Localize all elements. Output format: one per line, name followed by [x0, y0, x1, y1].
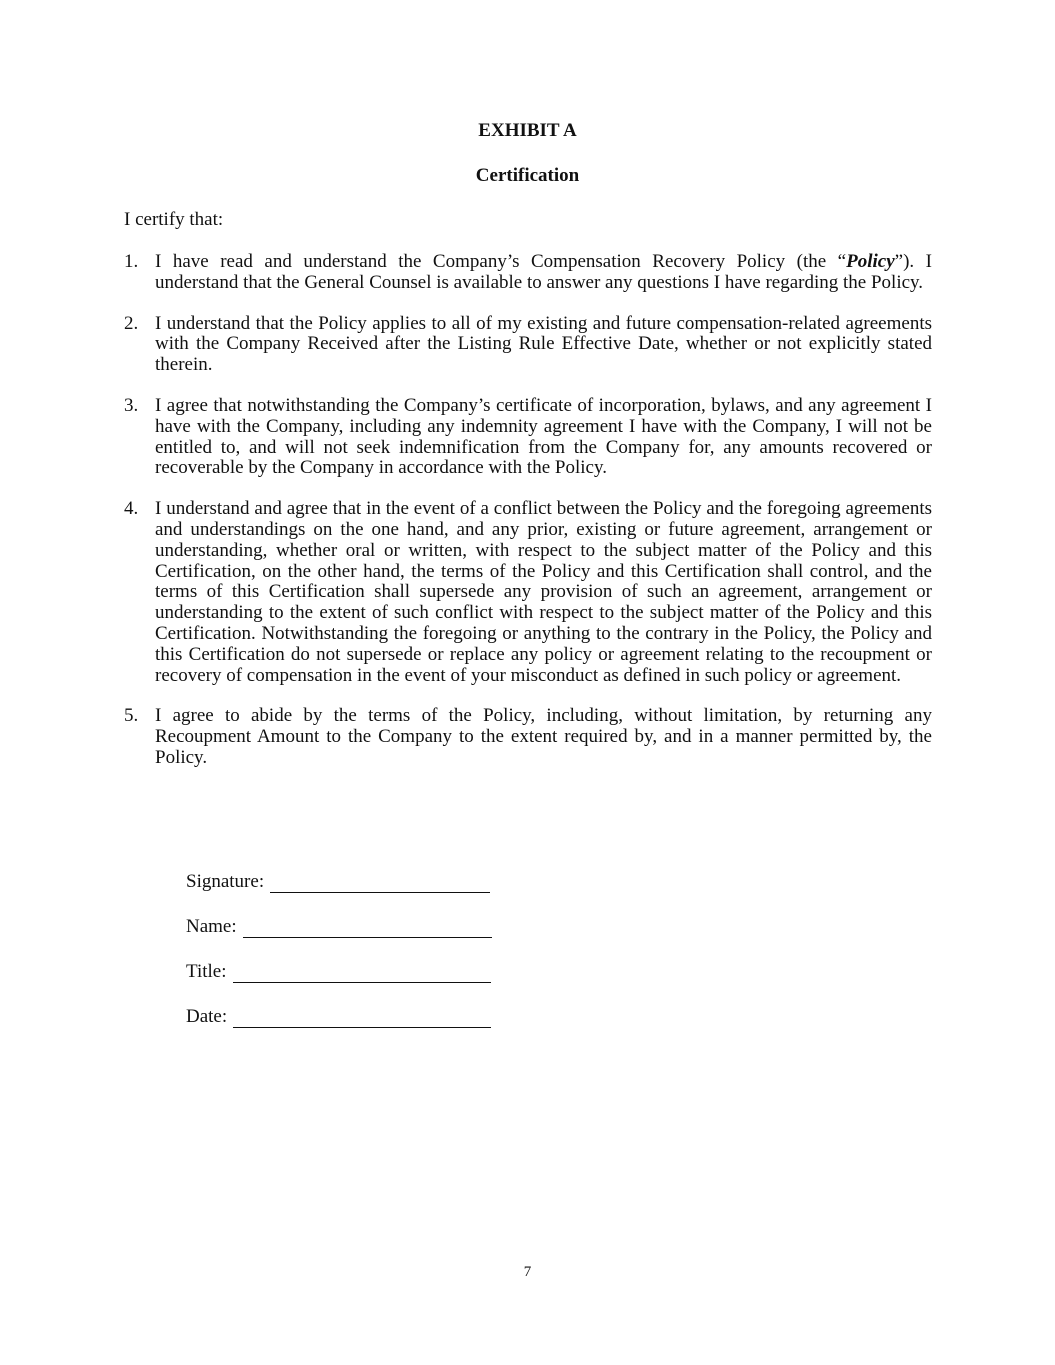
- list-item: [124, 314, 932, 376]
- name-row: [186, 916, 492, 938]
- list-item: [124, 396, 932, 479]
- date-row: [186, 1006, 492, 1028]
- date-field[interactable]: [233, 1009, 491, 1028]
- item-text-before: I have read and understand the Company’s Compensation Recovery Policy (the “: [155, 251, 847, 272]
- signature-label: Signature:: [186, 871, 265, 892]
- title-row: [186, 961, 492, 983]
- item-text-after: ”). I understand that the General Counsel is available to answer any questions I have regarding the Policy.: [155, 251, 932, 293]
- intro-text: I certify that:: [124, 209, 224, 230]
- signature-row: [186, 871, 492, 893]
- name-label: Name:: [186, 916, 237, 937]
- item-number: 3.: [124, 394, 139, 416]
- signature-field[interactable]: [270, 874, 490, 893]
- list-item: [124, 499, 932, 686]
- item-text: I understand and agree that in the event of a conflict between the Policy and the foregoing agreements and understandings on the one hand, and any prior, existing or future agreement, arrangement or understanding, whether oral or written, with respect to the subject matter of the Policy and this Certification, on the other hand, the terms of the Policy and this Certification shall control, and the terms of this Certification shall supersede any provision of such an agreement, arrangement or understanding to the extent of such conflict with respect to the subject matter of the Policy and this Certification. Notwithstanding the foregoing or anything to the contrary in the Policy, the Policy and this Certification do not supersede or replace any policy or agreement relating to the recoupment or recovery of compensation in the event of your misconduct as defined in such policy or agreement.: [155, 498, 932, 686]
- certification-title: Certification: [475, 165, 580, 186]
- page-number: 7: [523, 1264, 532, 1280]
- title-field[interactable]: [233, 964, 491, 983]
- item-number: 4.: [124, 498, 139, 520]
- certification-list: [124, 252, 932, 789]
- name-field[interactable]: [243, 919, 492, 938]
- exhibit-heading: EXHIBIT A: [478, 120, 577, 141]
- title-label: Title:: [186, 961, 227, 982]
- item-number: 1.: [124, 251, 139, 272]
- item-text: I agree to abide by the terms of the Policy, including, without limitation, by returning any Recoupment Amount to the Company to the extent required by, and in a manner permitted by, the Policy.: [155, 705, 932, 768]
- item-text: I understand that the Policy applies to all of my existing and future compensation-related agreements with the Company Received after the Listing Rule Effective Date, whether or not explicitly stated therein.: [155, 312, 932, 376]
- item-text: I agree that notwithstanding the Company’s certificate of incorporation, bylaws, and any agreement I have with the Company, including any indemnity agreement I have with the Company, I will not be entitled to, and will not seek indemnification from the Company for, any amounts recovered or recoverable by the Company in accordance with the Policy.: [155, 394, 932, 479]
- defined-term-policy: Policy: [846, 251, 895, 272]
- signature-block: [186, 871, 492, 1051]
- list-item: [124, 252, 932, 294]
- item-number: 2.: [124, 312, 139, 334]
- date-label: Date:: [186, 1006, 228, 1027]
- list-item: [124, 706, 932, 768]
- item-number: 5.: [124, 705, 139, 727]
